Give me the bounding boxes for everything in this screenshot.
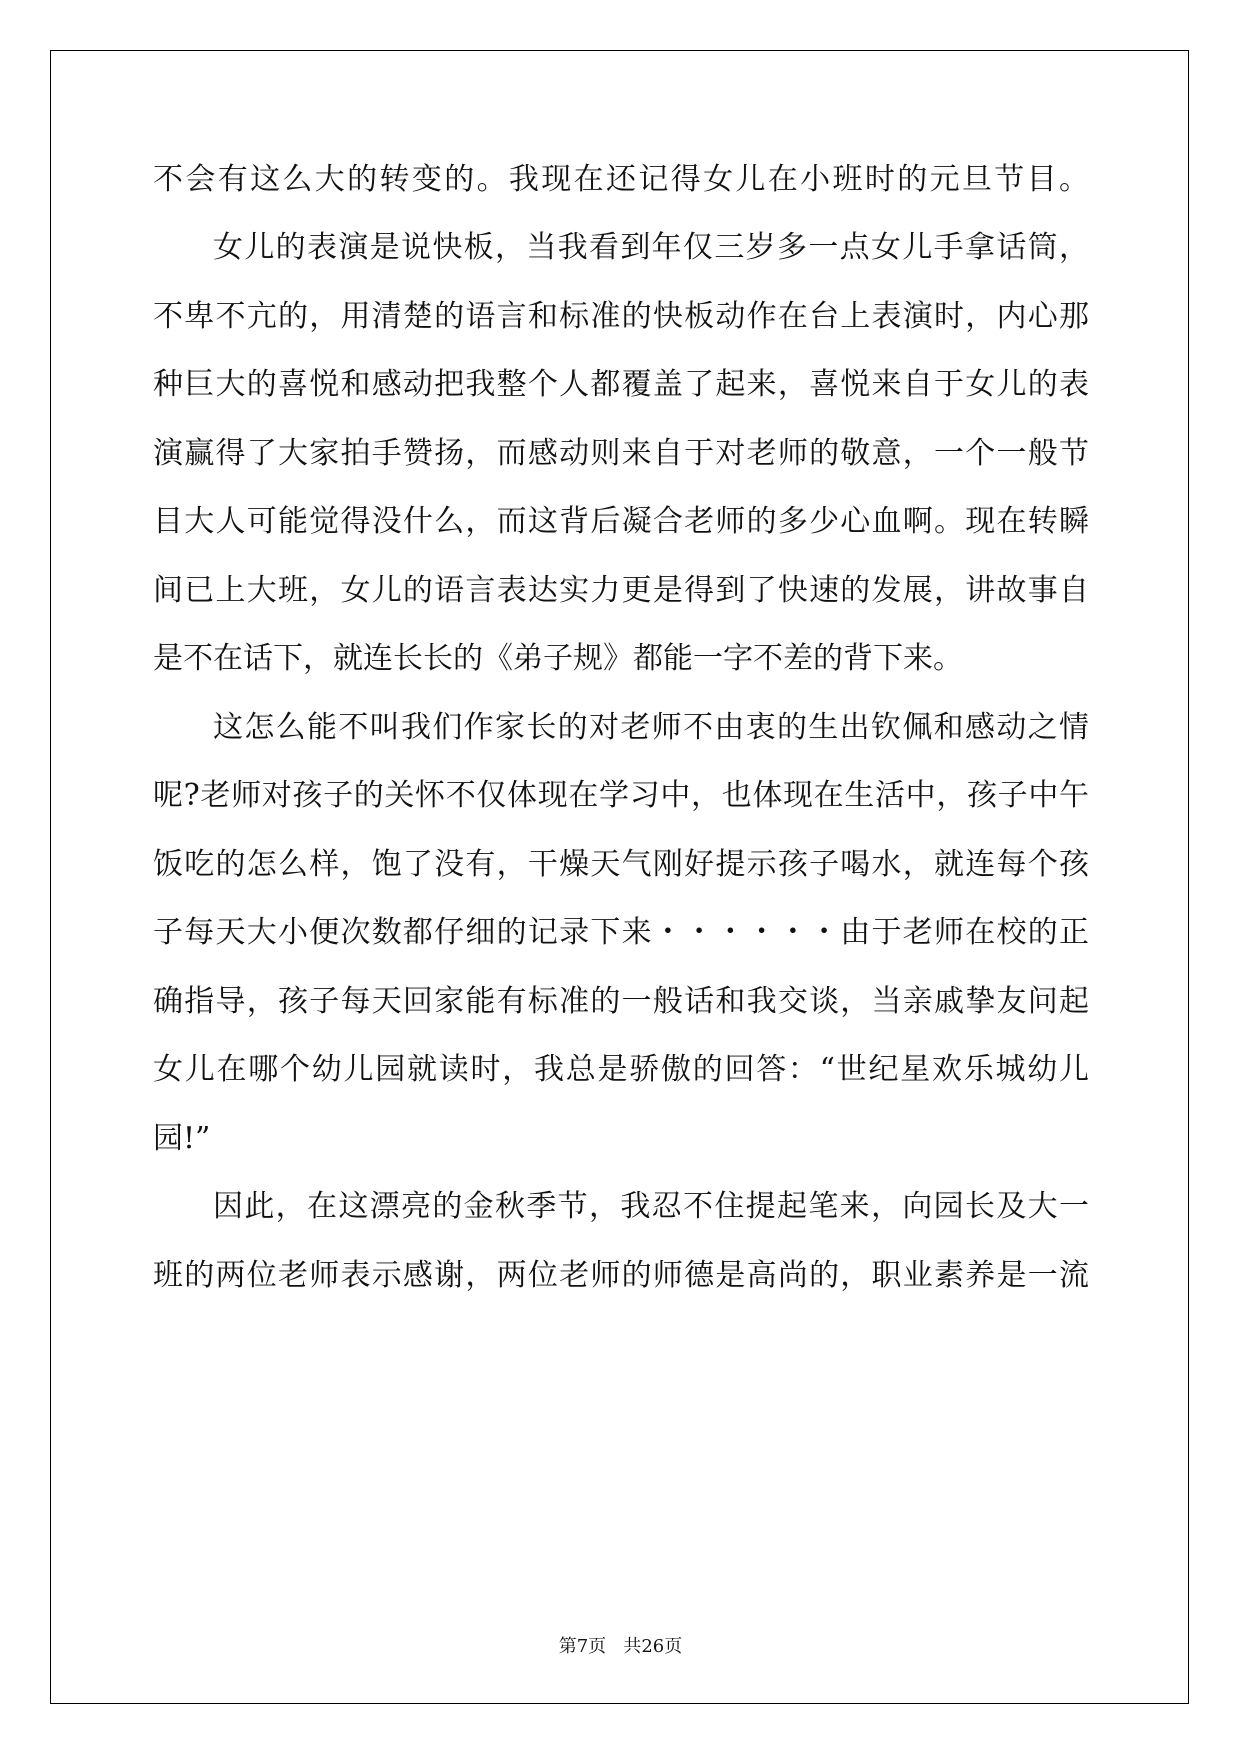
text-line: 因此，在这漂亮的金秋季节，我忍不住提起笔来，向园长及大一: [213, 1189, 1089, 1224]
text-line: 园!”: [153, 1121, 211, 1156]
text-line: 演赢得了大家拍手赞扬，而感动则来自于对老师的敬意，一个一般节: [153, 436, 1089, 471]
total-pages: 共26页: [623, 1636, 683, 1657]
text-line: 间已上大班，女儿的语言表达实力更是得到了快速的发展，讲故事自: [153, 573, 1089, 608]
text-line: 饭吃的怎么样，饱了没有，干燥天气刚好提示孩子喝水，就连每个孩: [153, 847, 1089, 882]
text-line: 目大人可能觉得没什么，而这背后凝合老师的多少心血啊。现在转瞬: [153, 504, 1089, 539]
text-line: 种巨大的喜悦和感动把我整个人都覆盖了起来，喜悦来自于女儿的表: [153, 367, 1089, 402]
text-line: 这怎么能不叫我们作家长的对老师不由衷的生出钦佩和感动之情: [213, 710, 1089, 745]
text-line: 不会有这么大的转变的。我现在还记得女儿在小班时的元旦节目。: [153, 162, 1089, 197]
text-line: 女儿在哪个幼儿园就读时，我总是骄傲的回答：“世纪星欢乐城幼儿: [153, 1052, 1089, 1087]
text-line: 不卑不亢的，用清楚的语言和标准的快板动作在台上表演时，内心那: [153, 299, 1089, 334]
text-line: 呢?老师对孩子的关怀不仅体现在学习中，也体现在生活中，孩子中午: [153, 778, 1089, 813]
text-line: 女儿的表演是说快板，当我看到年仅三岁多一点女儿手拿话筒，: [213, 230, 1089, 265]
text-line: 确指导，孩子每天回家能有标准的一般话和我交谈，当亲戚挚友问起: [153, 984, 1089, 1019]
text-line: 班的两位老师表示感谢，两位老师的师德是高尚的，职业素养是一流: [153, 1258, 1089, 1293]
text-line: 子每天大小便次数都仔细的记录下来・・・・・・由于老师在校的正: [153, 915, 1089, 950]
page-footer: [0, 1632, 1241, 1658]
text-line: 是不在话下，就连长长的《弟子规》都能一字不差的背下来。: [153, 641, 963, 676]
page-number: 第7页: [558, 1636, 607, 1657]
